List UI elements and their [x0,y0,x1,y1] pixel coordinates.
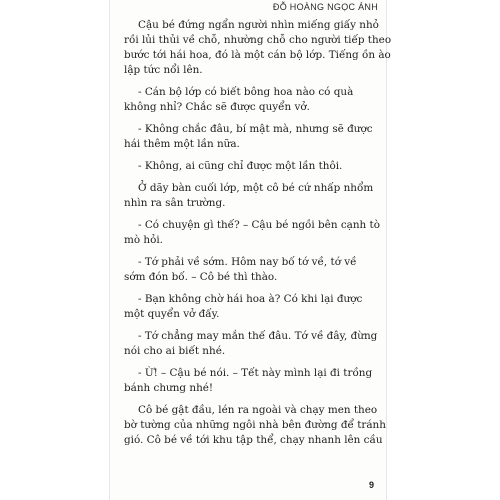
text-line: - Có chuyện gì thế? – Cậu bé ngồi bên cạnh tò [138,219,380,231]
text-line: không nhỉ? Chắc sẽ được quyển vở. [124,101,310,113]
paragraph-6 [124,218,380,248]
paragraph-7 [124,255,374,285]
text-line: mò hỏi. [124,234,163,246]
text-line: bánh chưng nhé! [124,382,214,394]
paragraph-3 [124,122,374,152]
text-line: - Bạn không chờ hái hoa à? Có khi lại được [138,293,363,305]
paragraph-4 [124,159,374,174]
text-line: - Ừ! – Cậu bé nói. – Tết này mình lại đi trồng [138,367,373,379]
text-line: sớm đón bố. – Cô bé thì thào. [124,271,278,283]
text-line: hái thêm một lần nữa. [124,138,240,150]
text-line: nói cho ai biết nhé. [124,345,226,357]
text-line: rồi lủi thủi về chỗ, nhường chỗ cho người tiếp theo [124,34,392,46]
text-line: bước tới hái hoa, đó là một cán bộ lớp. Tiếng ồn ào [124,49,391,61]
text-line: Ở dãy bàn cuối lớp, một cô bé cứ nhấp nhổm [138,182,374,194]
text-line: - Không chắc đâu, bí mật mà, nhưng sẽ được [138,123,373,135]
text-line: - Không, ai cũng chỉ được một lần thôi. [138,160,343,172]
text-line: - Tớ chẳng may mắn thế đâu. Tớ về đây, đừng [138,330,378,342]
paragraph-2 [124,85,374,115]
text-line: nhìn ra sân trường. [124,197,226,209]
paragraph-5 [124,181,374,211]
paragraph-1 [124,18,392,78]
text-line: gió. Cô bé về tới khu tập thể, chạy nhanh lên cầu [124,434,383,446]
running-header-author: ĐỖ HOÀNG NGỌC ÁNH [272,2,378,12]
text-line: bờ tường của những ngôi nhà bên đường để tránh [124,419,386,431]
paragraph-9 [124,329,378,359]
paragraph-11 [124,403,386,448]
page-number: 9 [368,480,374,490]
text-line: - Tớ phải về sớm. Hôm nay bố tớ về, tớ về [138,256,357,268]
page-body-text [124,18,392,455]
paragraph-10 [124,366,374,396]
text-line: lập tức nổi lên. [124,64,203,76]
text-line: Cô bé gật đầu, lén ra ngoài và chạy men theo [138,404,378,416]
text-line: Cậu bé đứng ngẩn người nhìn miếng giấy nhỏ [138,19,379,31]
text-line: - Cán bộ lớp có biết bông hoa nào có quà [138,86,354,98]
paragraph-8 [124,292,374,322]
text-line: một quyển vở đấy. [124,308,220,320]
book-page [110,0,392,500]
